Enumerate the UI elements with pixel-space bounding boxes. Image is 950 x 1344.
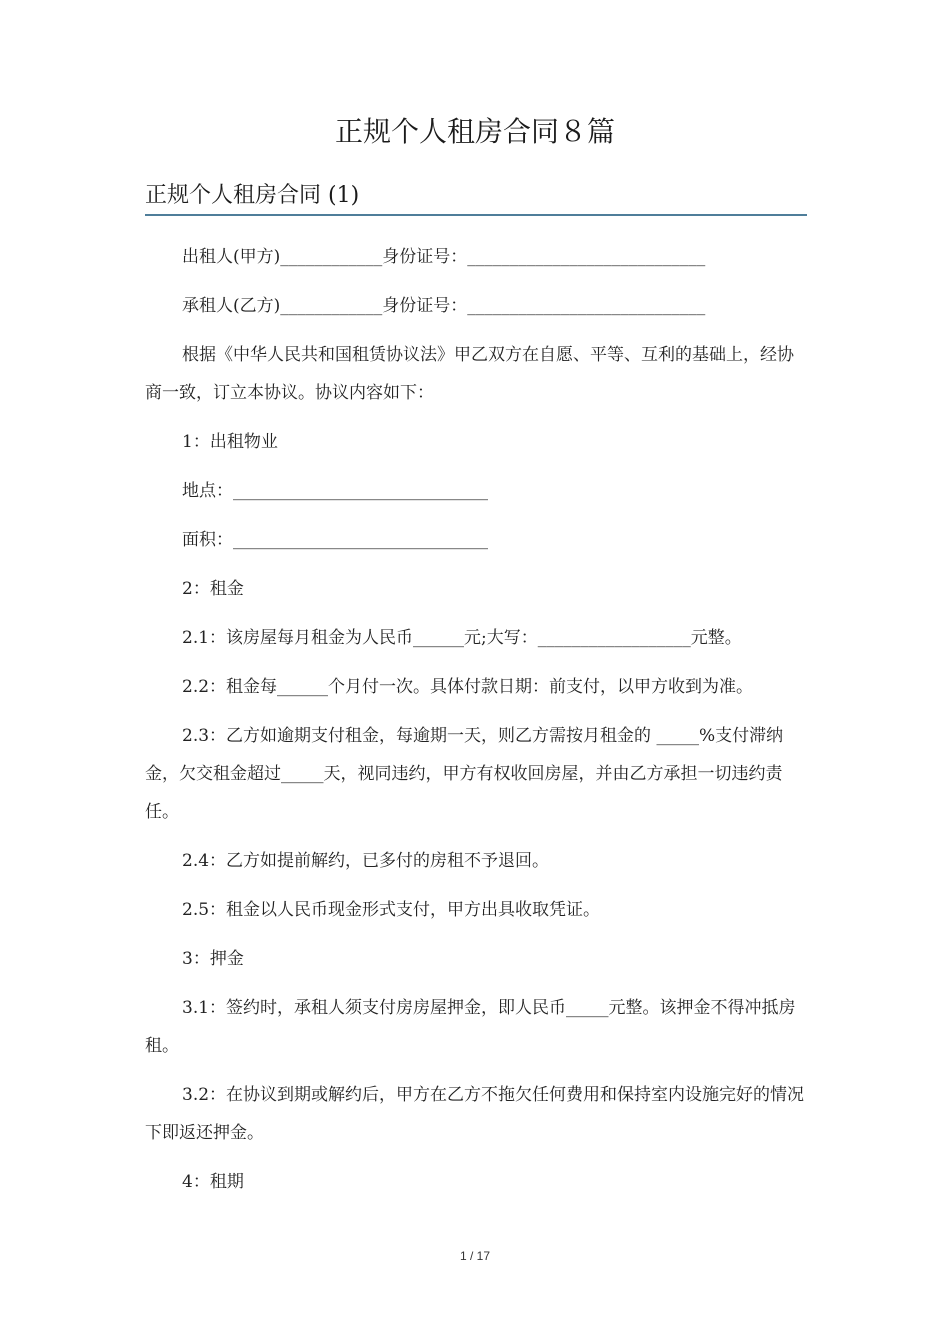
clause-2-4: 2.4：乙方如提前解约，已多付的房租不予退回。	[182, 851, 550, 871]
clause-2-1: 2.1：该房屋每月租金为人民币______元;大写：__________________元整。	[182, 628, 742, 648]
clause-2-heading: 2：租金	[182, 579, 244, 599]
contract-body	[145, 238, 807, 1201]
lessor-line: 出租人(甲方)____________身份证号：____________________________	[182, 247, 706, 267]
clause-3-2: 3.2：在协议到期或解约后，甲方在乙方不拖欠任何费用和保持室内设施完好的情况下即返还押金。	[145, 1085, 805, 1143]
clause-2-5: 2.5：租金以人民币现金形式支付，甲方出具收取凭证。	[182, 900, 601, 920]
clause-3-1: 3.1：签约时，承租人须支付房房屋押金，即人民币_____元整。该押金不得冲抵房租。	[145, 998, 796, 1056]
document-title: 正规个人租房合同８篇	[334, 115, 615, 148]
clause-1-heading: 1：出租物业	[182, 432, 278, 452]
preamble-paragraph: 根据《中华人民共和国租赁协议法》甲乙双方在自愿、平等、互利的基础上，经协商一致，订立本协议。协议内容如下：	[145, 345, 794, 403]
clause-2-2: 2.2：租金每______个月付一次。具体付款日期：前支付，以甲方收到为准。	[182, 677, 754, 697]
location-line: 地点：______________________________	[182, 481, 488, 501]
clause-4-heading: 4：租期	[182, 1172, 244, 1192]
clause-3-heading: 3：押金	[182, 949, 244, 969]
clause-2-3: 2.3：乙方如逾期支付租金，每逾期一天，则乙方需按月租金的 _____%支付滞纳金，欠交租金超过_____天，视同违约，甲方有权收回房屋，并由乙方承担一切违约责任。	[145, 726, 784, 822]
area-line: 面积：______________________________	[182, 530, 488, 550]
lessee-line: 承租人(乙方)____________身份证号：____________________________	[182, 296, 706, 316]
section-heading: 正规个人租房合同 (1)	[145, 180, 807, 216]
page-number: 1 / 17	[459, 1249, 491, 1263]
